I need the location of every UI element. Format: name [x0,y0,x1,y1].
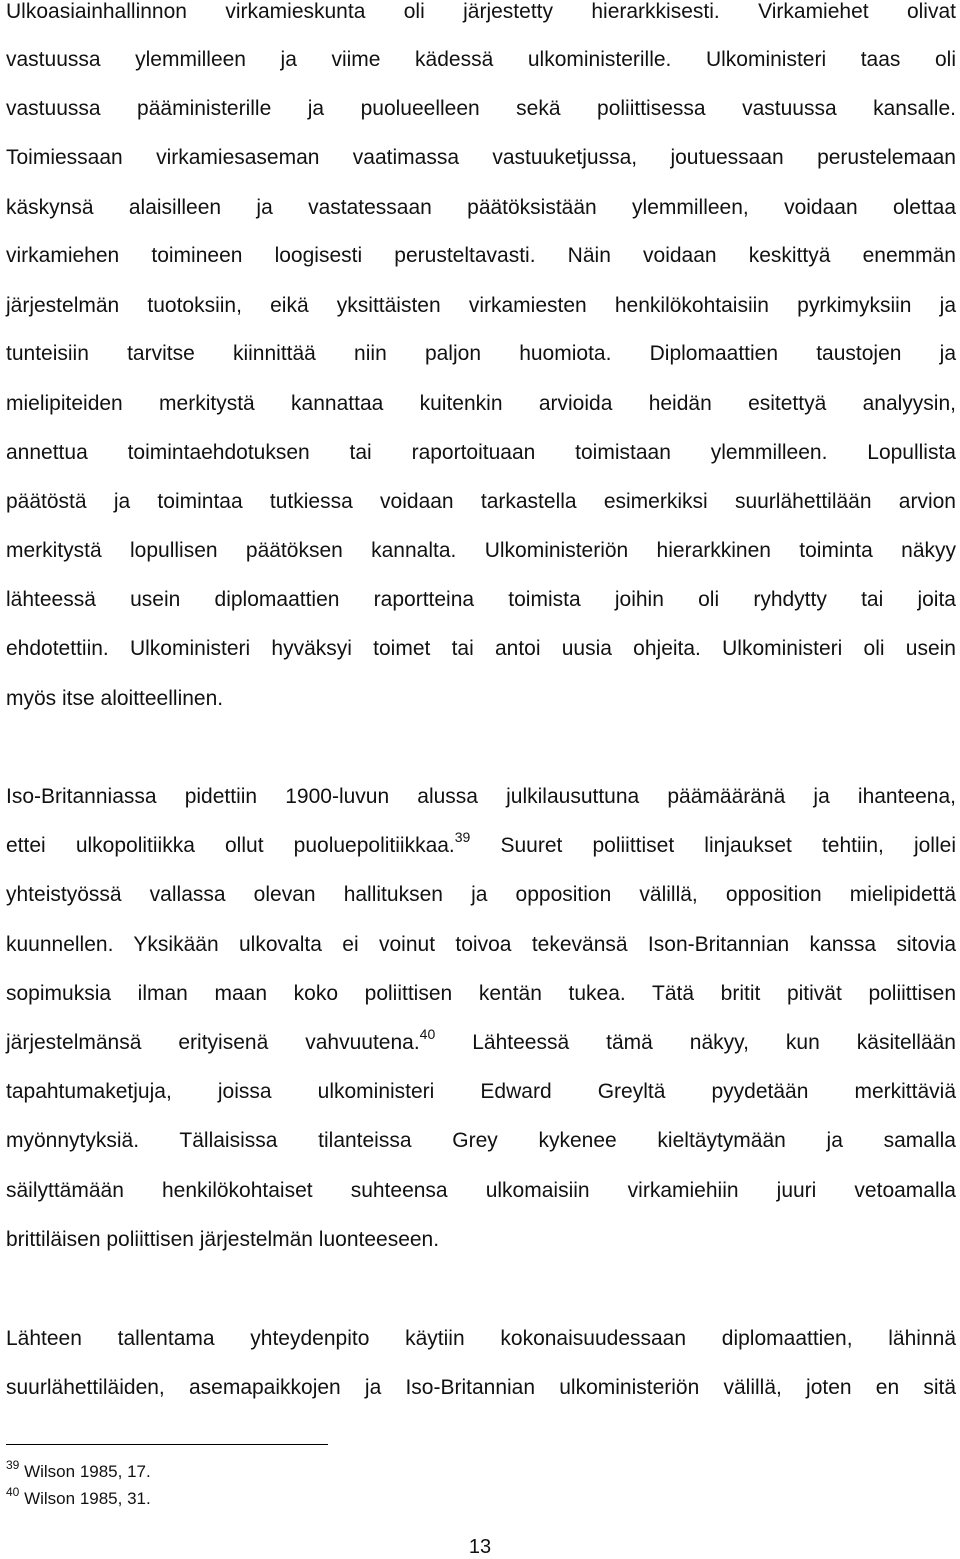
page-number: 13 [468,1536,492,1558]
paragraph-2-line: kuunnellen. Yksikään ulkovalta ei voinut toivoa tekevänsä Ison-Britannian kanssa sitovia [6,933,956,956]
paragraph-2-line: tapahtumaketjuja, joissa ulkoministeri Edward Greyltä pyydetään merkittäviä [6,1080,956,1103]
paragraph-2-text: Suuret poliittiset linjaukset tehtiin, jollei [470,834,956,857]
paragraph-1-line: Ulkoasiainhallinnon virkamieskunta oli järjestetty hierarkkisesti. Virkamiehet olivat [6,0,956,23]
paragraph-1-line: annettua toimintaehdotuksen tai raportoituaan toimistaan ylemmilleen. Lopullista [6,441,956,464]
paragraph-1-line: mielipiteiden merkitystä kannattaa kuitenkin arvioida heidän esitettyä analyysin, [6,392,956,415]
paragraph-2-line: säilyttämään henkilökohtaiset suhteensa ulkomaisiin virkamiehiin juuri vetoamalla [6,1179,956,1202]
paragraph-1-line: päätöstä ja toimintaa tutkiessa voidaan tarkastella esimerkiksi suurlähettilään arvion [6,490,956,513]
paragraph-1-line: myös itse aloitteellinen. [6,687,224,710]
footnote-ref-40: 40 [419,1026,436,1042]
paragraph-2-text: ettei ulkopolitiikka ollut puoluepolitiikkaa. [6,834,455,857]
paragraph-2-text: Lähteessä tämä näkyy, kun käsitellään [435,1031,956,1054]
paragraph-3-line: Lähteen tallentama yhteydenpito käytiin kokonaisuudessaan diplomaattien, lähinnä [6,1327,956,1350]
paragraph-2-line: Iso-Britanniassa pidettiin 1900-luvun alussa julkilausuttuna päämääränä ja ihanteena, [6,785,956,808]
footnote-separator [6,1444,328,1445]
paragraph-2-text: järjestelmänsä erityisenä vahvuutena. [6,1031,420,1054]
paragraph-2-line: yhteistyössä vallassa olevan hallituksen ja opposition välillä, opposition mielipidettä [6,883,956,906]
footnote [6,1485,151,1510]
footnote-text: Wilson 1985, 17. [19,1462,151,1481]
paragraph-2-line [6,1028,956,1058]
paragraph-1-line: järjestelmän tuotoksiin, eikä yksittäisten virkamiesten henkilökohtaisiin pyrkimyksiin ja [6,294,956,317]
paragraph-1-line: käskynsä alaisilleen ja vastatessaan päätöksistään ylemmilleen, voidaan olettaa [6,196,956,219]
footnote-number: 40 [6,1485,20,1500]
paragraph-1-line: merkitystä lopullisen päätöksen kannalta. Ulkoministeriön hierarkkinen toiminta näkyy [6,539,956,562]
paragraph-2-line [6,831,956,861]
paragraph-1-line: Toimiessaan virkamiesaseman vaatimassa vastuuketjussa, joutuessaan perustelemaan [6,146,956,169]
paragraph-2-line: myönnytyksiä. Tällaisissa tilanteissa Grey kykenee kieltäytymään ja samalla [6,1129,956,1152]
paragraph-1-line: lähteessä usein diplomaattien raportteina toimista joihin oli ryhdytty tai joita [6,588,956,611]
paragraph-1-line: tunteisiin tarvitse kiinnittää niin paljon huomiota. Diplomaattien taustojen ja [6,342,956,365]
footnote-text: Wilson 1985, 31. [19,1489,151,1508]
footnote-number: 39 [6,1458,20,1473]
paragraph-2-line: brittiläisen poliittisen järjestelmän luonteeseen. [6,1228,440,1251]
footnote-ref-39: 39 [454,829,471,845]
paragraph-1-line: virkamiehen toimineen loogisesti perusteltavasti. Näin voidaan keskittyä enemmän [6,244,956,267]
paragraph-1-line: vastuussa ylemmilleen ja viime kädessä ulkoministerille. Ulkoministeri taas oli [6,48,956,71]
footnote [6,1458,151,1483]
paragraph-2-line: sopimuksia ilman maan koko poliittisen kentän tukea. Tätä britit pitivät poliittisen [6,982,956,1005]
paragraph-1-line: vastuussa pääministerille ja puolueelleen sekä poliittisessa vastuussa kansalle. [6,97,956,120]
paragraph-1-line: ehdotettiin. Ulkoministeri hyväksyi toimet tai antoi uusia ohjeita. Ulkoministeri oli usein [6,637,956,660]
paragraph-3-line: suurlähettiläiden, asemapaikkojen ja Iso-Britannian ulkoministeriön välillä, joten en sitä [6,1376,956,1399]
